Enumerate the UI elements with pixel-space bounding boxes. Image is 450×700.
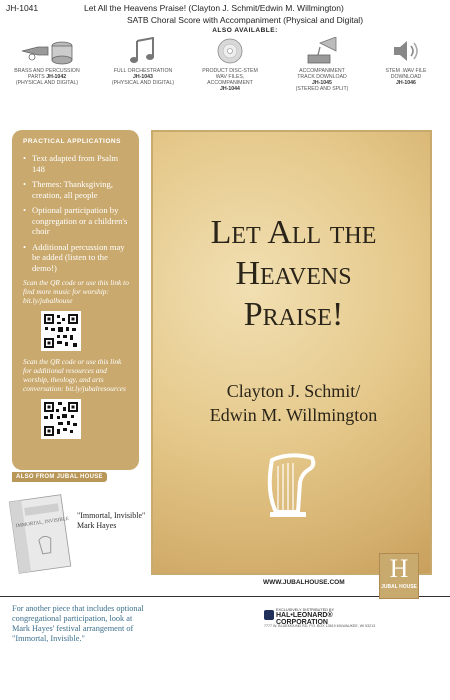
distributed-by-label: EXCLUSIVELY DISTRIBUTED BY xyxy=(276,608,335,612)
composer-name: Clayton J. Schmit/ xyxy=(226,381,361,401)
applications-list xyxy=(23,153,130,273)
list-item: • Themes: Thanksgiving, creation, all people xyxy=(23,179,130,200)
music-notes-icon xyxy=(123,37,163,65)
cover-title-line: Let All the xyxy=(210,214,377,251)
product-line: (PHYSICAL AND DIGITAL) xyxy=(111,80,175,86)
cover-title xyxy=(153,212,434,335)
product-code: JH-1043 xyxy=(133,74,153,80)
list-item: • Text adapted from Psalm 148 xyxy=(23,153,130,174)
website-link[interactable]: WWW.JUBALHOUSE.COM xyxy=(263,579,345,586)
panel-title: PRACTICAL APPLICATIONS xyxy=(23,138,121,145)
product-code: JH-1046 xyxy=(396,80,416,86)
product-item[interactable] xyxy=(103,37,183,86)
thumb-title: IMMORTAL, INVISIBLE xyxy=(15,516,70,530)
product-line: PRODUCT DISC-STEM xyxy=(202,68,258,74)
cover-title-line: Praise! xyxy=(243,296,344,333)
product-line: ACCOMPANIMENT xyxy=(207,80,253,86)
product-item[interactable] xyxy=(368,37,444,86)
qr-note: Scan the QR code or use this link to find more music for worship: bit.ly/jubalhouse xyxy=(23,278,129,305)
product-line: (PHYSICAL AND DIGITAL) xyxy=(15,80,79,86)
distributor-address: 7777 W. BLUEMOUND RD. P.O. BOX 13819 MILWAUKEE, WI 53213 xyxy=(264,624,376,628)
product-line: PARTS xyxy=(27,74,45,80)
product-line: DOWNLOAD xyxy=(390,74,422,80)
product-item[interactable] xyxy=(4,37,90,86)
related-product-caption: "Immortal, Invisible" Mark Hayes xyxy=(77,511,146,530)
qr-note: Scan the QR code or use this link for additional resources and worship, theology, and arts conversation: bit.ly/jubalresources xyxy=(23,357,126,393)
product-line: TRACK DOWNLOAD xyxy=(297,74,347,80)
product-title: Let All the Heavens Praise! (Clayton J. Schmit/Edwin M. Willmington) xyxy=(84,3,344,13)
list-item: • Additional percussion may be added (listen to the demo!) xyxy=(23,242,130,274)
practical-applications-panel xyxy=(12,130,139,470)
qr-code-icon[interactable] xyxy=(41,311,81,351)
speaker-icon xyxy=(388,37,424,65)
disc-icon xyxy=(212,37,248,65)
brass-percussion-icon xyxy=(18,37,76,65)
products-row xyxy=(0,37,450,121)
product-item[interactable] xyxy=(282,37,362,92)
distributor-name: HAL•LEONARD® CORPORATION xyxy=(276,612,333,626)
cover-title-line: Heavens xyxy=(235,255,352,292)
product-subtitle: SATB Choral Score with Accompaniment (Physical and Digital) xyxy=(126,15,364,25)
product-line: FULL ORCHESTRATION xyxy=(113,68,173,74)
also-from-header xyxy=(0,469,150,483)
product-code: JH-1045 xyxy=(312,80,332,86)
related-product-thumbnail[interactable] xyxy=(8,492,72,576)
section-title: ALSO FROM JUBAL HOUSE xyxy=(12,472,107,482)
product-line: ACCOMPANIMENT xyxy=(299,68,345,74)
product-line: (STEREO AND SPLIT) xyxy=(295,86,349,92)
list-item: • Optional participation by congregation or a children's choir xyxy=(23,205,130,237)
jubal-house-logo xyxy=(379,553,419,599)
related-note: For another piece that includes optional congregational participation, look at Mark Hayes' festival arrangement of "Immortal, Invisible." xyxy=(12,604,144,643)
logo-name: JUBAL HOUSE xyxy=(381,584,417,590)
cover-art xyxy=(151,130,432,575)
product-line: BRASS AND PERCUSSION xyxy=(14,68,80,74)
logo-letter: H xyxy=(389,554,409,583)
hal-leonard-icon xyxy=(264,610,274,620)
composers xyxy=(153,379,434,427)
also-available-label: ALSO AVAILABLE: xyxy=(212,27,278,34)
product-line: WAV FILES, xyxy=(215,74,245,80)
product-line: STEM .WAV FILE xyxy=(385,68,427,74)
gramophone-icon xyxy=(302,37,342,65)
qr-code-icon[interactable] xyxy=(41,399,81,439)
header xyxy=(0,0,450,14)
composer-name: Edwin M. Willmington xyxy=(209,405,378,425)
harp-icon xyxy=(260,452,324,520)
product-code: JH-1041 xyxy=(6,3,39,13)
product-code: JH-1042 xyxy=(46,74,67,80)
product-code: JH-1044 xyxy=(220,86,240,92)
product-item[interactable] xyxy=(190,37,270,92)
